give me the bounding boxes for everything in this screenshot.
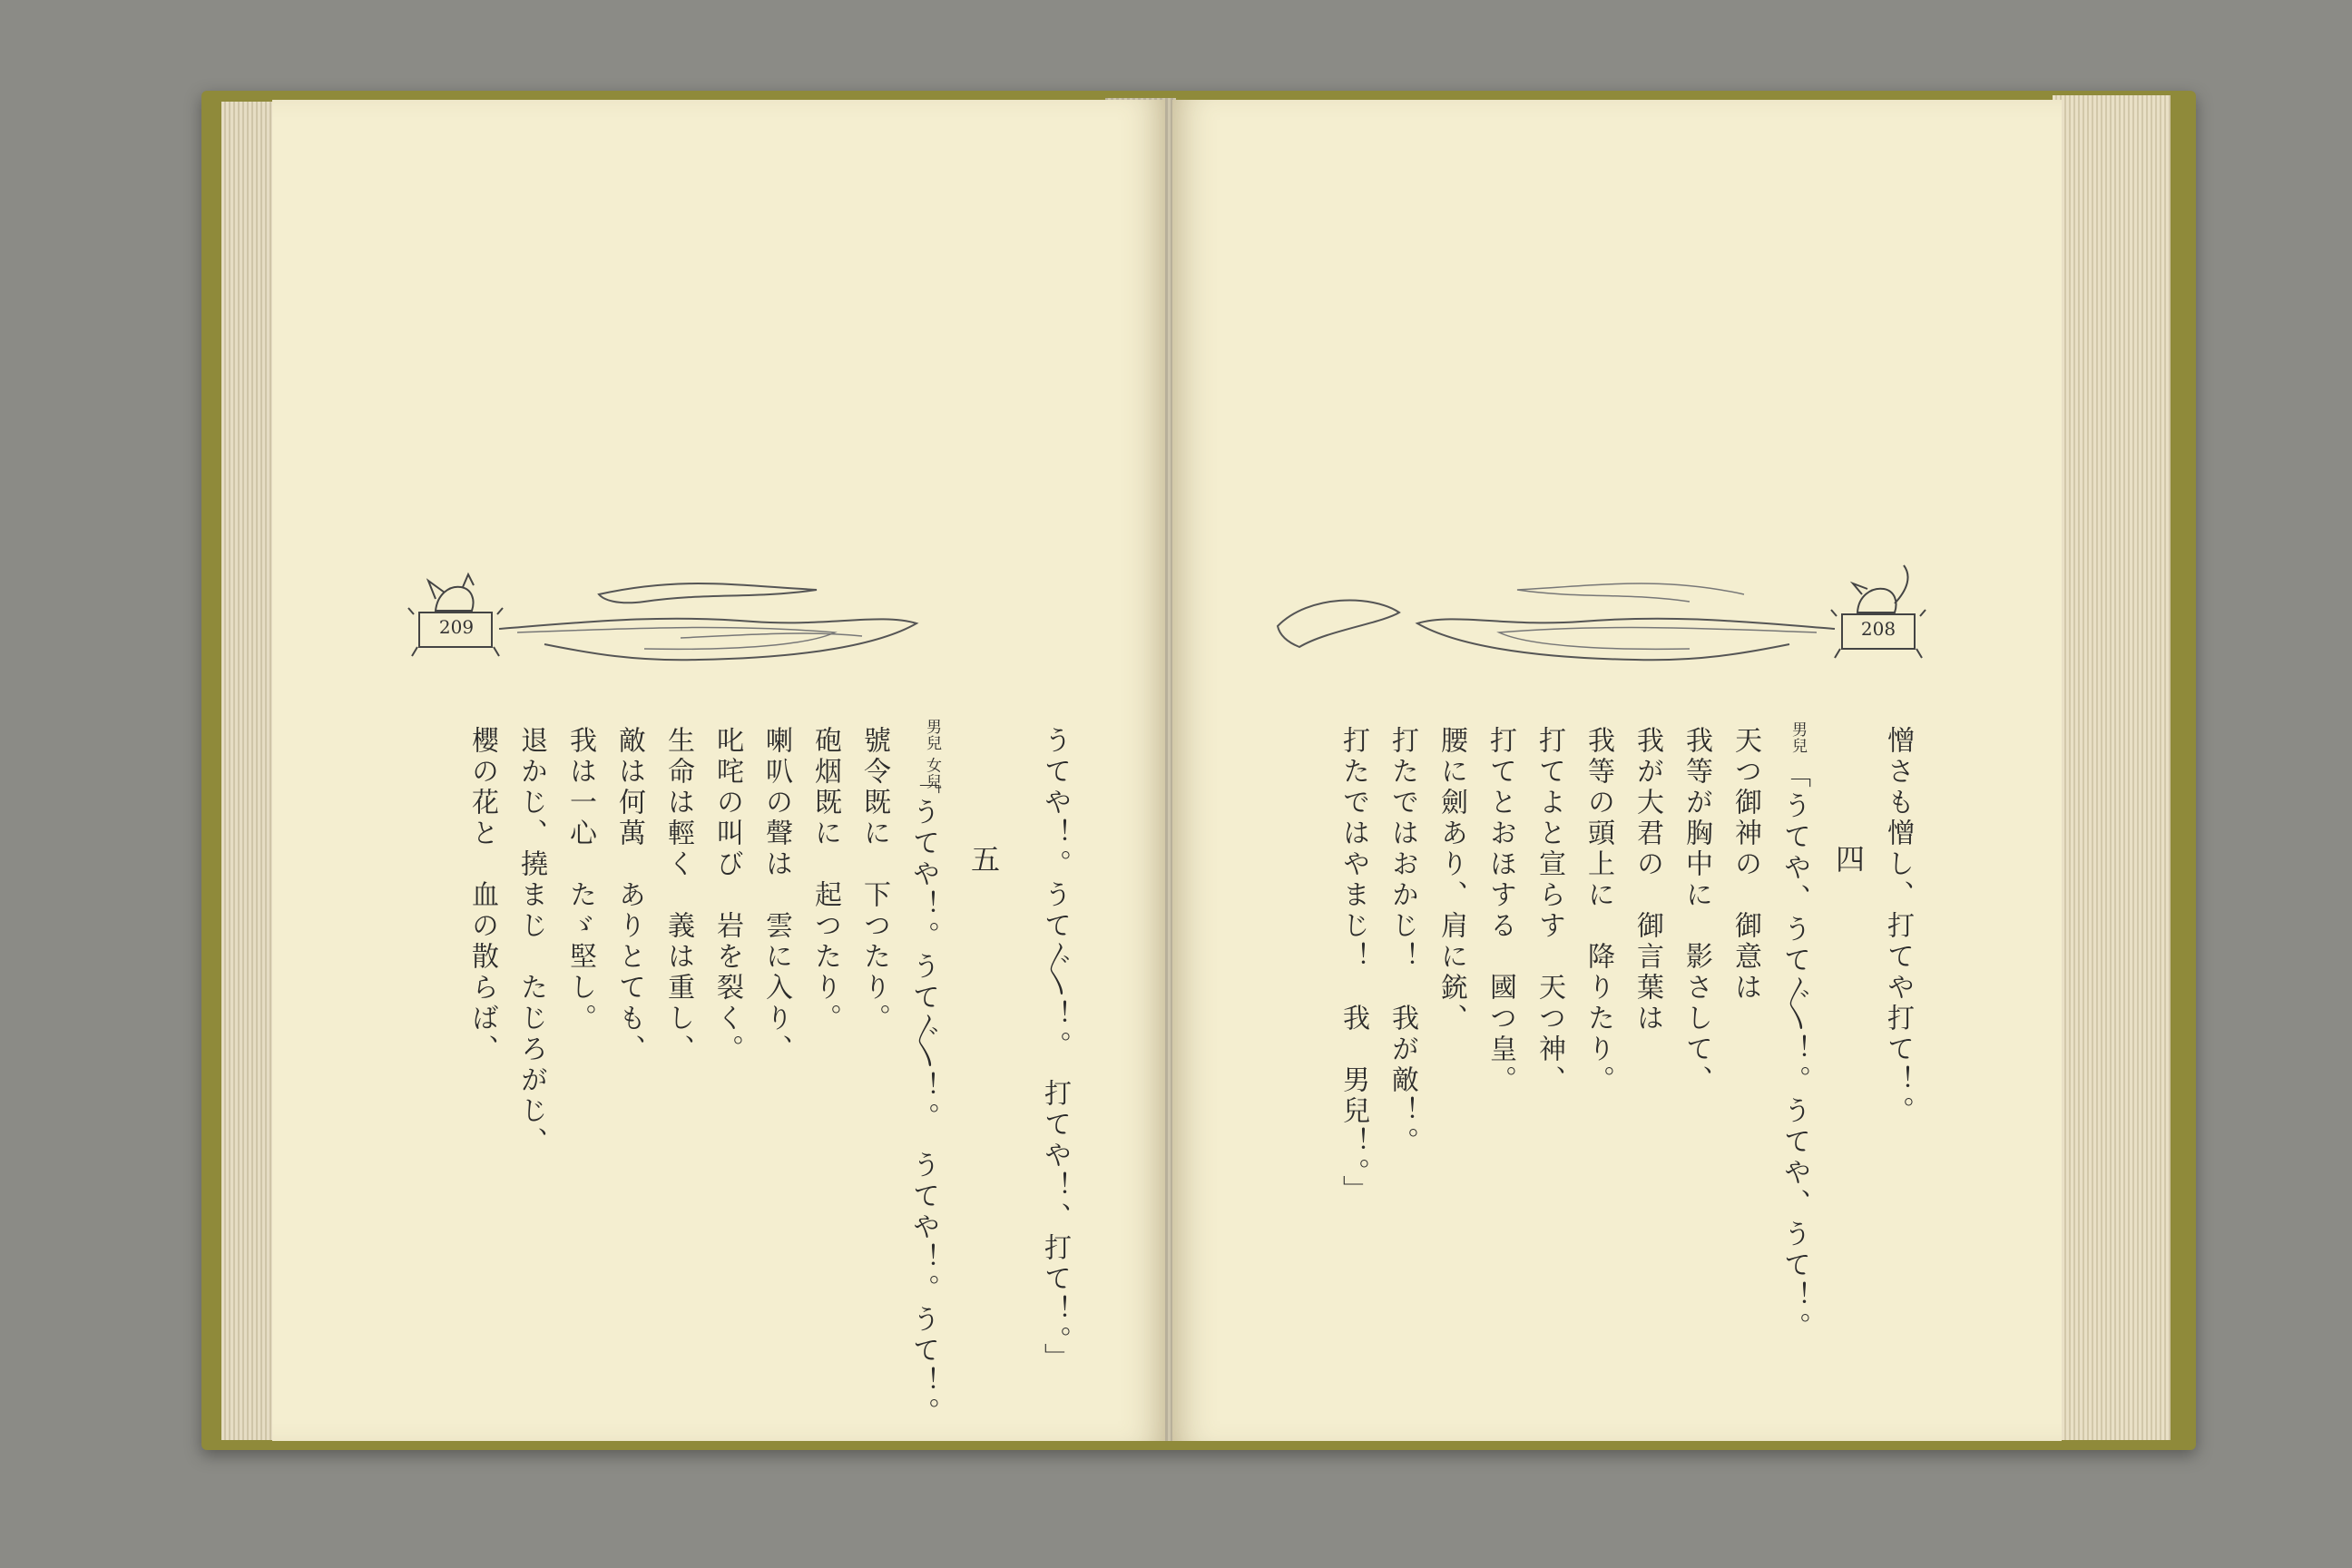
left-page-line-11: 退かじ、撓まじ たじろがじ、 [515, 726, 547, 1158]
left-page-line-9: 敵は何萬 ありとても、 [613, 726, 645, 1065]
right-page-line-9: 打てとおほする 國つ皇。 [1485, 726, 1516, 1096]
page-number: 208 [1860, 618, 1896, 640]
left-page-line-10: 我は一心 たゞ堅し。 [564, 726, 596, 1034]
cloud-ornament-left [408, 558, 1062, 676]
left-page-line-5: 砲烟既に 起つたり。 [809, 726, 841, 1034]
right-page-header-ornament [1272, 558, 1926, 680]
right-page-line-8: 打てよと宣らす 天つ神、 [1534, 726, 1565, 1096]
left-page-line-4: 號令既に 下つたり。 [858, 726, 890, 1034]
left-page-line-12: 櫻の花と 血の散らば、 [466, 726, 498, 1065]
section-number-four: 四 [1831, 844, 1866, 877]
left-page [272, 100, 1165, 1441]
right-page-line-3: 「うてや、うて〲！。うてや、うて！。 [1779, 760, 1810, 1343]
right-page-line-12: 打たではやまじ！ 我 男兒！。」 [1338, 726, 1369, 1206]
speaker-label: 男兒 [1788, 721, 1807, 754]
right-page-line-11: 打たではおかじ！ 我が敵！。 [1387, 726, 1418, 1158]
right-page-line-7: 我等の頭上に 降りたり。 [1583, 726, 1614, 1096]
page-edges-right [2053, 95, 2171, 1440]
right-page [1172, 100, 2062, 1441]
left-page-line-8: 生命は輕く 義は重し、 [662, 726, 694, 1065]
left-page-line-3: 「うてや！。うて〲！。 うてや！。うて！。 [907, 767, 939, 1428]
section-number-five: 五 [966, 844, 1001, 877]
left-page-line-1: うてや！。うて〲！。 打てや！、打て！。」 [1039, 726, 1071, 1374]
right-page-line-5: 我等が胸中に 影さして、 [1681, 726, 1712, 1096]
left-page-line-7: 叱咤の叫び 岩を裂く。 [711, 726, 743, 1065]
speaker-label: 男兒 女兒 [923, 719, 941, 790]
left-page-line-6: 喇叭の聲は 雲に入り、 [760, 726, 792, 1065]
cloud-ornament-right [1272, 558, 1926, 676]
page-number: 209 [438, 616, 475, 638]
right-page-line-4: 天つ御神の 御意は [1730, 726, 1761, 1004]
right-page-line-1: 憎さも憎し、打てや打て！。 [1882, 726, 1914, 1127]
right-page-line-6: 我が大君の 御言葉は [1632, 726, 1663, 1034]
left-page-header-ornament [408, 558, 1062, 680]
right-page-line-10: 腰に劍あり、肩に銃、 [1436, 726, 1467, 1034]
